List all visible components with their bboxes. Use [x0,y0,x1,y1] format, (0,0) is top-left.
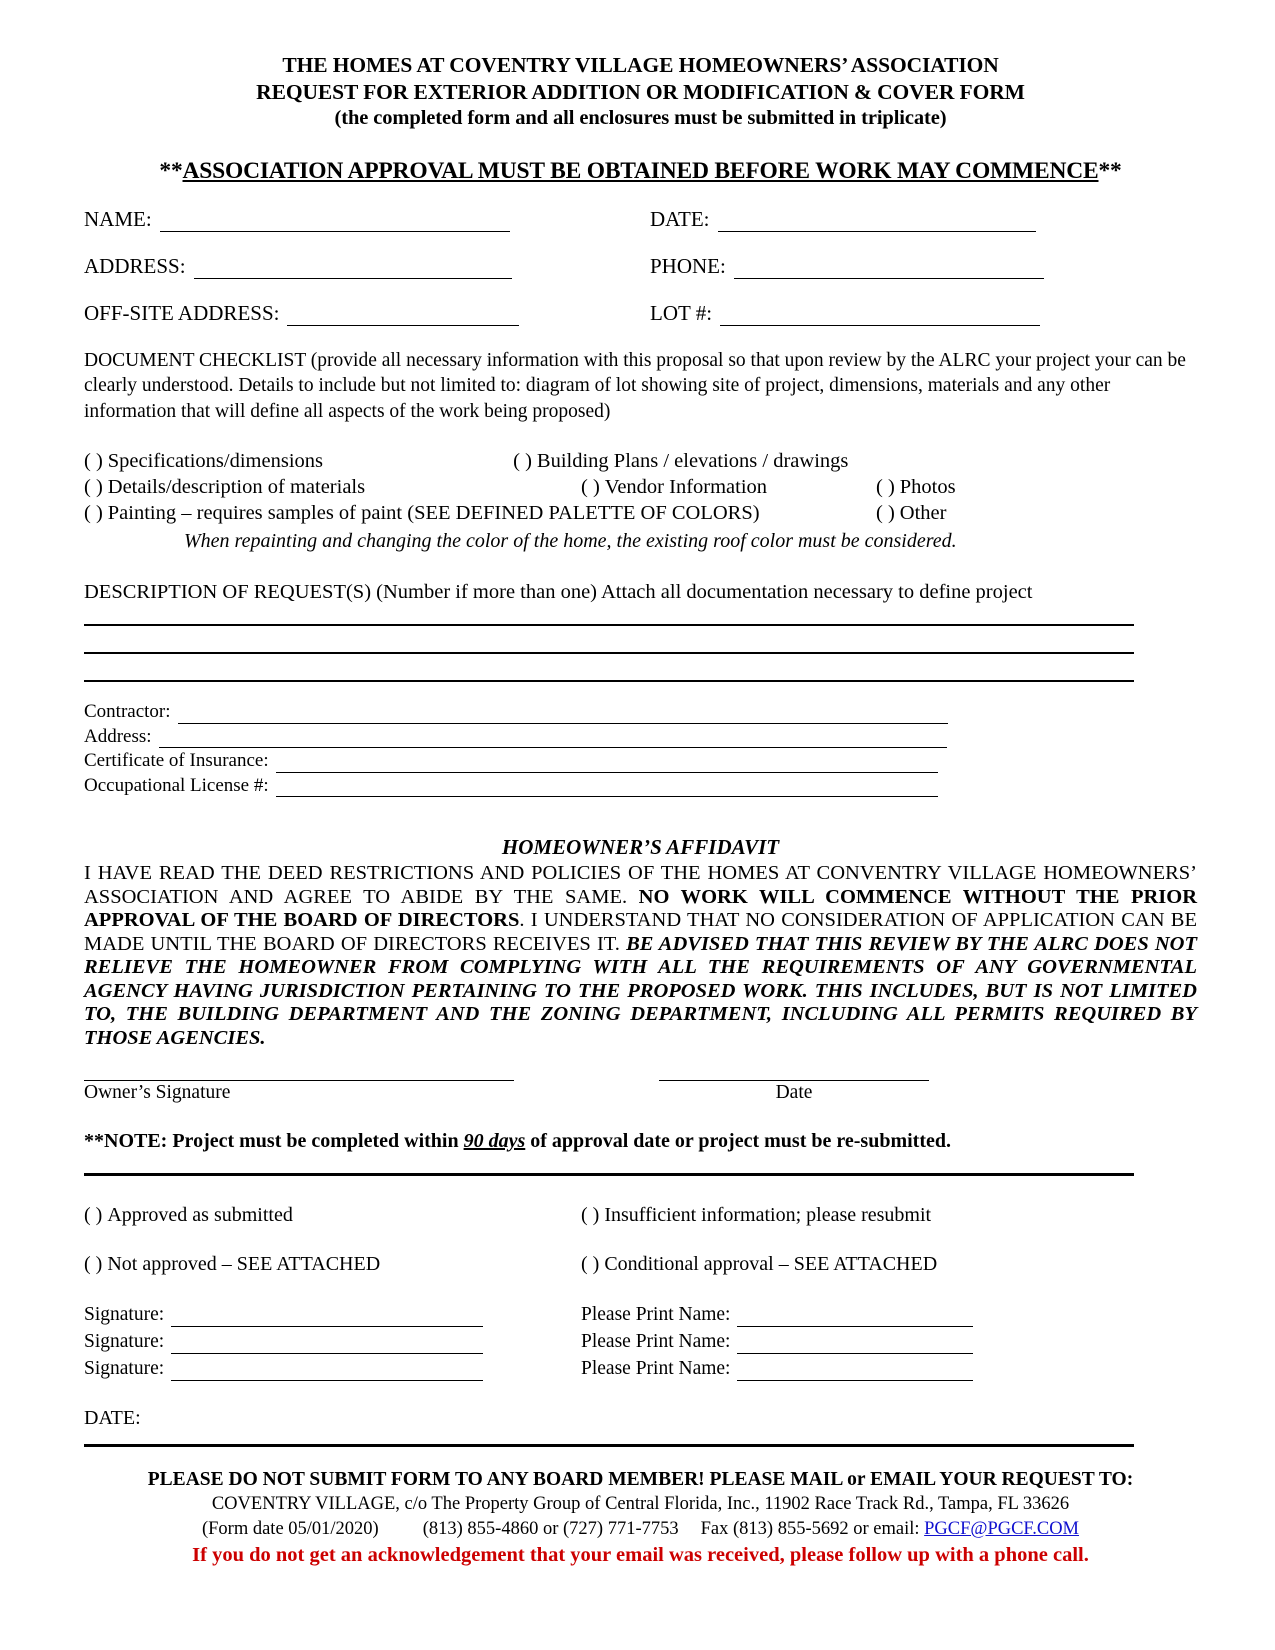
occupational-license-label: Occupational License #: [84,774,269,796]
approver-signature-label: Signature: [84,1304,165,1325]
affidavit-part-2: . I UNDERSTAND THAT NO CONSIDERATION OF APPLICATION CAN BE MADE UNTIL THE BOARD OF DIRECTORS RECEIVES IT. [84,909,1197,955]
checkbox-icon[interactable]: ( ) [513,450,532,472]
checkbox-icon[interactable]: ( ) [84,1204,103,1226]
completion-note-emphasis: 90 days [463,1130,526,1152]
checklist-row-3 [84,500,1197,526]
checkbox-icon[interactable]: ( ) [84,450,103,472]
description-lines [84,624,1197,682]
contractor-address-input[interactable] [159,731,947,748]
checkbox-vendor-information[interactable] [581,474,876,500]
contractor-row [84,700,1197,724]
name-input[interactable] [160,214,510,232]
approver-row [84,1302,1197,1327]
approver-print-name-label: Please Print Name: [581,1304,731,1325]
approver-print-name-input-2[interactable] [737,1337,973,1354]
row-name-date [84,207,1197,232]
approver-signature-input-3[interactable] [171,1364,483,1381]
decision-approved[interactable] [84,1204,581,1227]
phone-input[interactable] [734,261,1044,279]
row-address-phone [84,254,1197,279]
certificate-insurance-label: Certificate of Insurance: [84,750,269,771]
checkbox-vendor-information-label: Vendor Information [604,476,768,498]
footer-contact-line [84,1517,1197,1542]
checkbox-details-materials[interactable] [84,474,581,500]
owner-signature-date-input[interactable] [659,1080,929,1081]
checkbox-specifications[interactable] [84,448,513,474]
footer-fax-label: Fax (813) 855-5692 or email: [700,1519,920,1539]
affidavit-italic-1: BE ADVISED THAT THIS REVIEW BY THE ALRC DOES NOT RELIEVE THE HOMEOWNER FROM COMPLYING WITH ALL THE REQUIREMENTS OF ANY GOVERNMENTAL AGENCY HAVING JURISDICTION PERTAINING TO THE PROPOSED WORK. THIS INCLUDES, BUT IS NOT LIMITED TO, THE BUILDING DEPARTMENT AND THE ZONING DEPARTMENT, INCLUDING ALL PERMITS REQUIRED BY THOSE AGENCIES. [84,932,1197,1049]
final-date-row [84,1407,1197,1430]
checkbox-icon[interactable]: ( ) [84,476,103,498]
offsite-address-input[interactable] [287,308,519,326]
row-offsite-lot [84,301,1197,326]
checkbox-icon[interactable]: ( ) [84,502,103,524]
footer-divider [84,1444,1134,1447]
footer-phone-1: (813) 855-4860 [422,1519,539,1539]
checkbox-painting[interactable] [84,500,876,526]
affidavit-title: HOMEOWNER’S AFFIDAVIT [501,835,780,859]
footer-instruction: PLEASE DO NOT SUBMIT FORM TO ANY BOARD MEMBER! PLEASE MAIL or EMAIL YOUR REQUEST TO: [147,1469,1134,1490]
final-date-label: DATE: [84,1407,141,1429]
description-line-2[interactable] [84,652,1134,654]
approver-print-name-input-1[interactable] [737,1310,973,1327]
document-header [84,52,1197,132]
contractor-address-label: Address: [84,725,152,747]
checklist-row-1 [84,448,1197,474]
name-label: NAME: [84,206,152,231]
contractor-input[interactable] [178,707,948,724]
footer-red-notice: If you do not get an acknowledgement that your email was received, please follow up with a phone call. [192,1544,1089,1566]
document-footer [84,1467,1197,1568]
checklist-row-2 [84,474,1197,500]
signature-gap [514,1080,659,1081]
description-line-3[interactable] [84,680,1134,682]
completion-note-suffix: of approval date or project must be re-submitted. [525,1130,951,1152]
affidavit-part-1: I HAVE READ THE DEED RESTRICTIONS AND POLICIES OF THE HOMES AT CONVENTRY VILLAGE HOMEOWNERS’ ASSOCIATION AND AGREE TO ABIDE BY THE SAME. [84,862,1197,908]
description-line-1[interactable] [84,624,1134,626]
checkbox-other-label: Other [899,502,947,524]
date-label: DATE: [650,206,710,231]
occupational-license-input[interactable] [276,780,938,797]
checkbox-details-materials-label: Details/description of materials [107,476,366,498]
owner-signature-label: Owner’s Signature [84,1082,231,1103]
decision-insufficient[interactable] [581,1204,1197,1227]
section-divider [84,1173,1134,1176]
footer-phone-2: (727) 771-7753 [563,1519,679,1539]
checkbox-painting-label: Painting – requires samples of paint (SEE DEFINED PALETTE OF COLORS) [107,502,760,524]
approval-banner-prefix: ** [159,157,183,184]
decision-not-approved-label: Not approved – SEE ATTACHED [107,1253,381,1275]
certificate-insurance-input[interactable] [276,756,938,773]
approver-signature-label: Signature: [84,1358,165,1379]
certificate-insurance-row [84,749,1197,773]
checkbox-other[interactable] [876,500,1197,526]
address-label: ADDRESS: [84,253,186,278]
approver-signature-input-1[interactable] [171,1310,483,1327]
description-heading: DESCRIPTION OF REQUEST(S) (Number if more than one) Attach all documentation necessary to define project [84,581,1033,603]
contractor-section [84,700,1197,797]
checklist-intro: DOCUMENT CHECKLIST (provide all necessary information with this proposal so that upon review by the ALRC your project your can be clearly understood. Details to include but not limited to: diagram of lot showing site of project, dimensions, materials and any other information that will define all aspects of the work being proposed) [84,349,1186,422]
footer-email-link[interactable]: PGCF@PGCF.COM [924,1519,1080,1539]
approval-banner-text: ASSOCIATION APPROVAL MUST BE OBTAINED BEFORE WORK MAY COMMENCE [182,157,1099,184]
contractor-address-row [84,725,1197,749]
footer-mailing-address: COVENTRY VILLAGE, c/o The Property Group of Central Florida, Inc., 11902 Race Track Rd., Tampa, FL 33626 [211,1494,1070,1514]
header-line-1: THE HOMES AT COVENTRY VILLAGE HOMEOWNERS’ ASSOCIATION [282,53,999,77]
offsite-address-label: OFF-SITE ADDRESS: [84,300,280,325]
checkbox-building-plans[interactable] [513,448,1197,474]
footer-phone-separator: or [542,1519,559,1539]
checkbox-specifications-label: Specifications/dimensions [107,450,324,472]
checkbox-icon[interactable]: ( ) [876,502,895,524]
decision-conditional-label: Conditional approval – SEE ATTACHED [604,1253,938,1275]
date-input[interactable] [718,214,1036,232]
owner-signature-rules [84,1080,1197,1081]
owner-signature-date-label: Date [775,1082,813,1103]
decision-conditional[interactable] [581,1253,1197,1276]
approver-signature-label: Signature: [84,1331,165,1352]
decision-approved-label: Approved as submitted [107,1204,293,1226]
checkbox-photos[interactable] [876,474,1197,500]
owner-signature-labels [84,1082,1197,1104]
occupational-license-row [84,774,1197,798]
affidavit-body [84,862,1197,1050]
header-line-3: (the completed form and all enclosures must be submitted in triplicate) [334,107,947,129]
owner-signature-input[interactable] [84,1080,514,1081]
header-line-2: REQUEST FOR EXTERIOR ADDITION OR MODIFICATION & COVER FORM [256,79,1025,104]
completion-note-prefix: **NOTE: Project must be completed within [84,1130,464,1152]
completion-note [84,1130,1197,1153]
affidavit-bold-1: NO WORK WILL COMMENCE WITHOUT THE PRIOR APPROVAL OF THE BOARD OF DIRECTORS [84,885,1197,931]
decision-row-2 [84,1253,1197,1276]
repaint-note: When repainting and changing the color of the home, the existing roof color must be considered. [184,530,957,552]
phone-label: PHONE: [650,253,726,278]
checkbox-icon[interactable]: ( ) [581,1253,600,1275]
approver-row [84,1329,1197,1354]
decision-not-approved[interactable] [84,1253,581,1276]
approval-banner [84,158,1197,185]
checkbox-icon[interactable]: ( ) [84,1253,103,1275]
approver-signature-input-2[interactable] [171,1337,483,1354]
footer-form-date: (Form date 05/01/2020) [201,1519,379,1539]
approver-print-name-input-3[interactable] [737,1364,973,1381]
lot-number-input[interactable] [720,308,1040,326]
identity-fields [84,207,1197,326]
approval-banner-suffix: ** [1098,157,1122,184]
checkbox-icon[interactable]: ( ) [581,476,600,498]
address-input[interactable] [194,261,512,279]
checkbox-building-plans-label: Building Plans / elevations / drawings [536,450,849,472]
owner-signature-area [84,1080,1197,1104]
checkbox-icon[interactable]: ( ) [581,1204,600,1226]
decision-insufficient-label: Insufficient information; please resubmit [604,1204,932,1226]
document-checklist [84,448,1197,554]
checkbox-icon[interactable]: ( ) [876,476,895,498]
contractor-label: Contractor: [84,701,171,722]
decision-row-1 [84,1204,1197,1227]
lot-number-label: LOT #: [650,300,713,325]
approver-signatures [84,1302,1197,1381]
approver-print-name-label: Please Print Name: [581,1358,731,1379]
approver-row [84,1356,1197,1381]
board-decision-section [84,1204,1197,1276]
approver-print-name-label: Please Print Name: [581,1331,731,1352]
checkbox-photos-label: Photos [899,476,956,498]
